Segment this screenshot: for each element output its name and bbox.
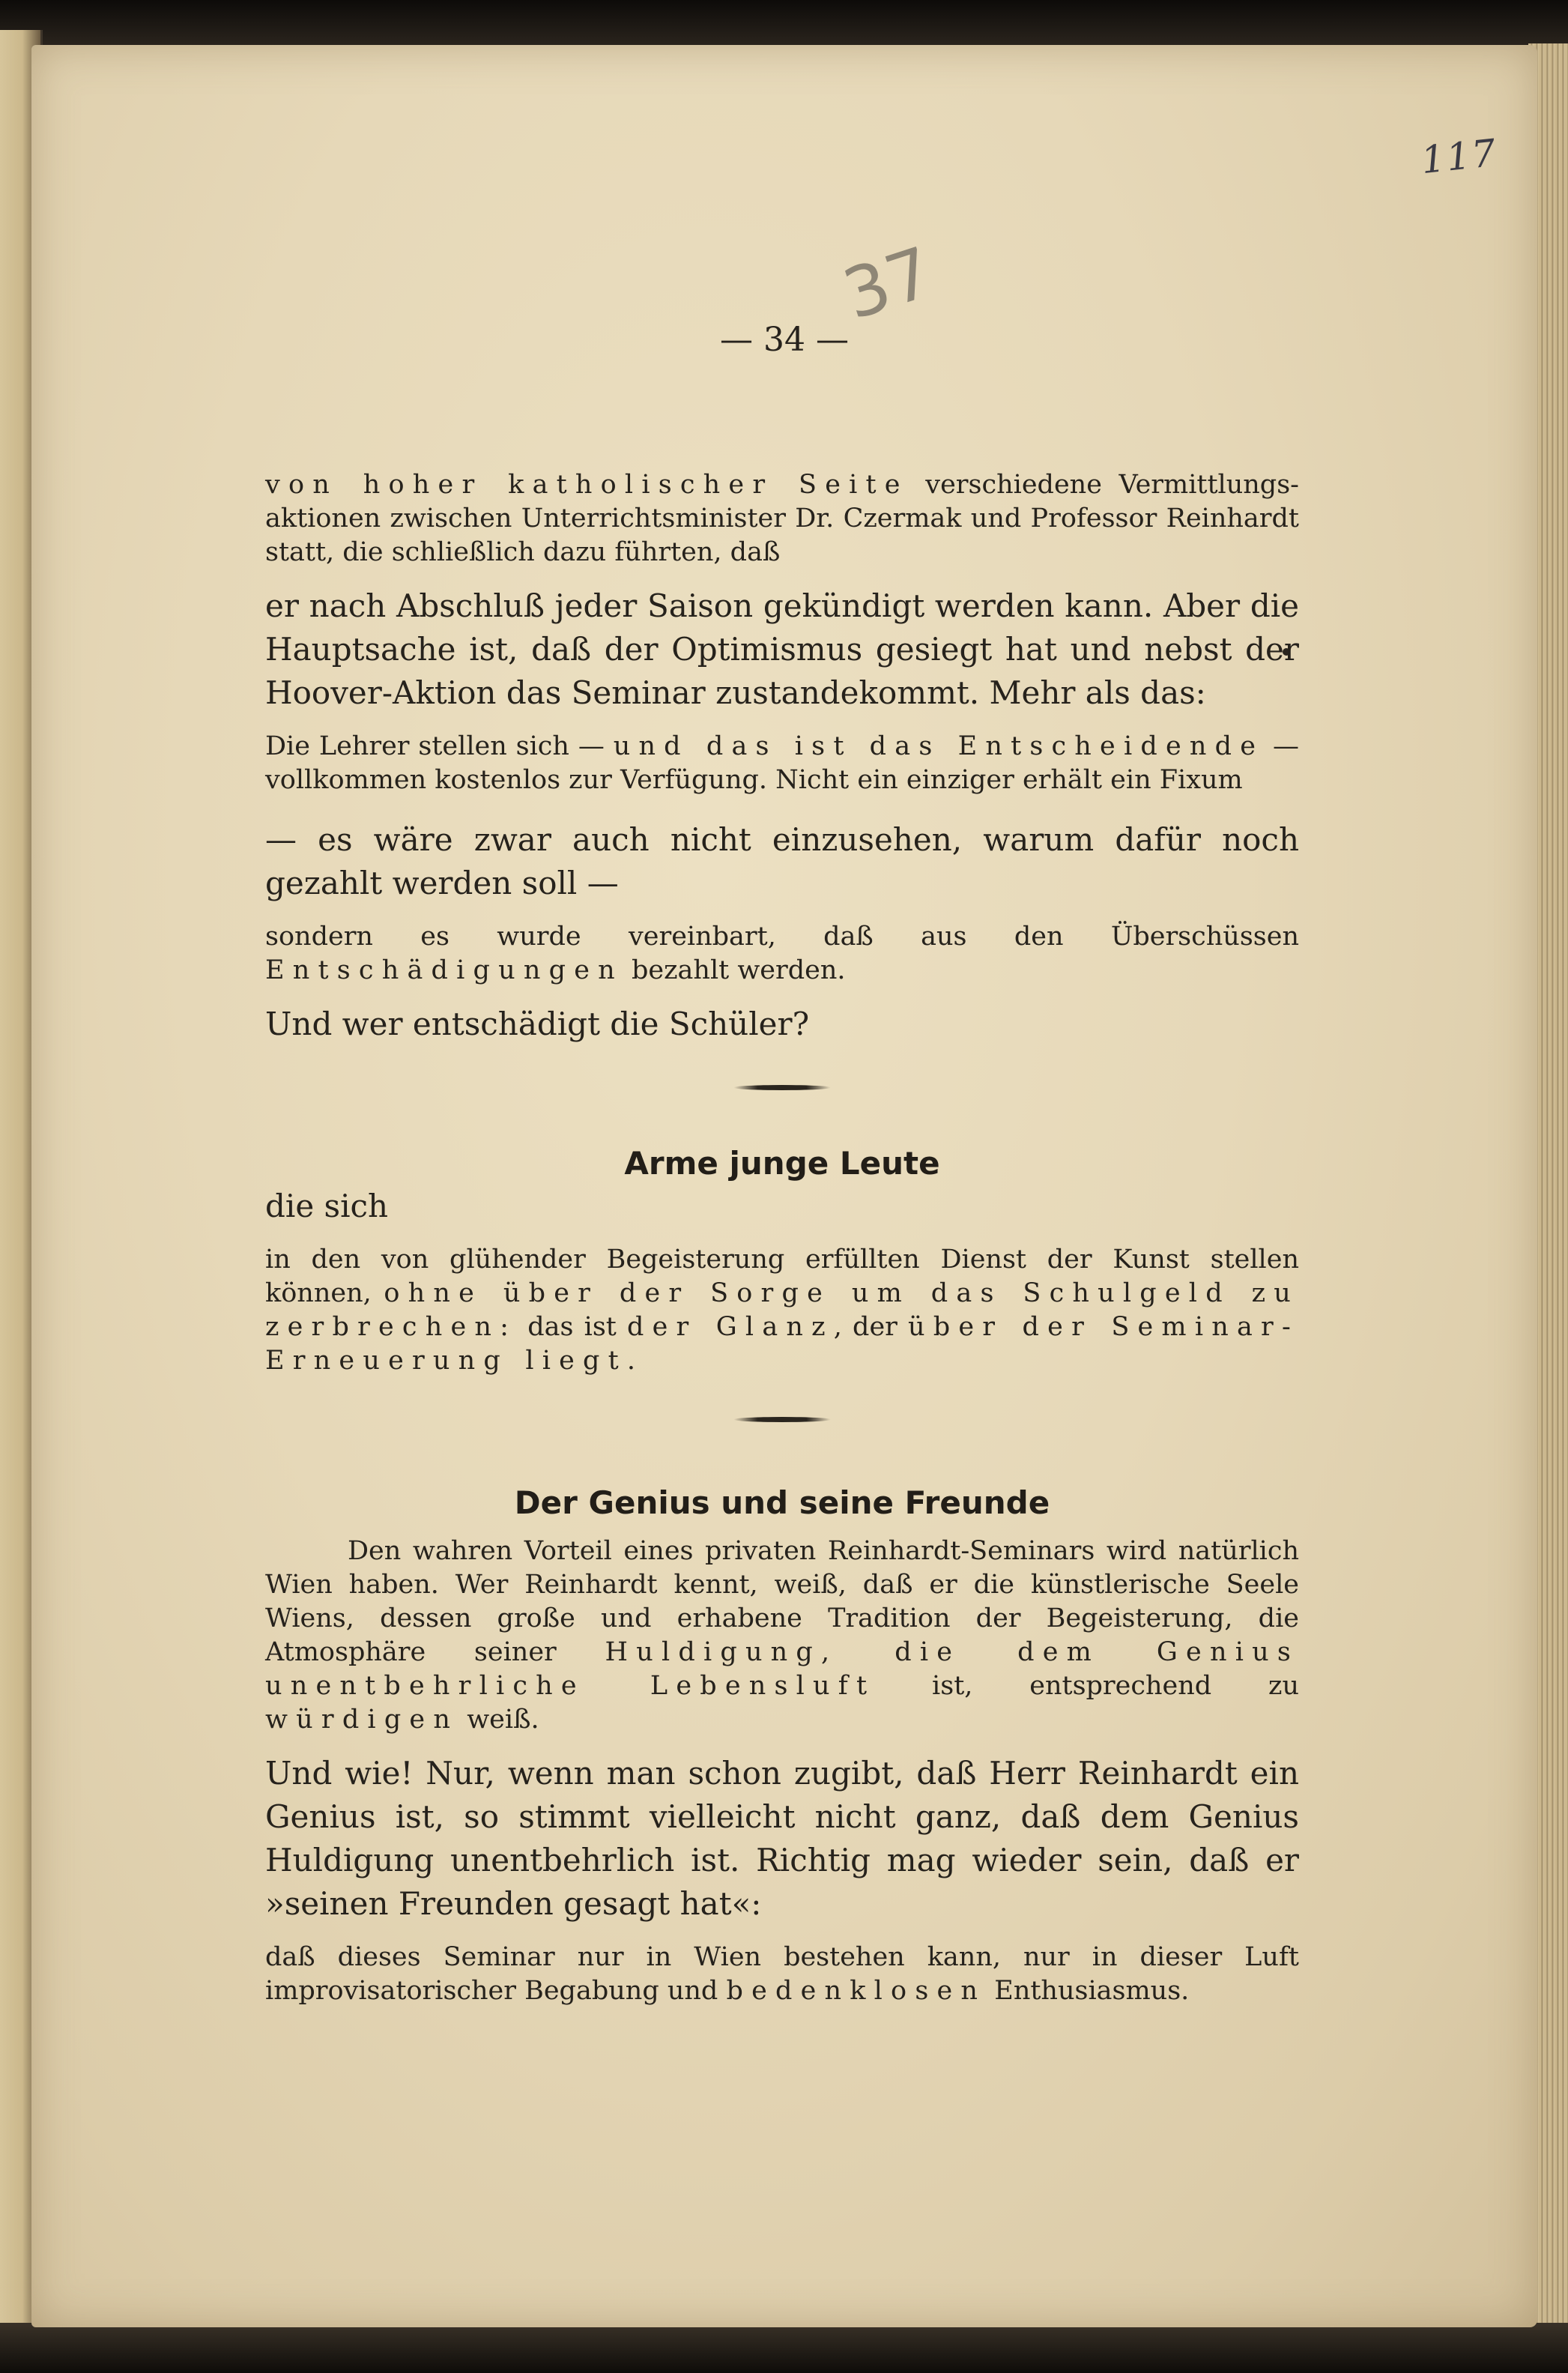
spaced-text: ohne über der Sorge um das Schulgeld zu zerbrechen: [265,1278,1299,1342]
paragraph-teachers [265,730,1299,797]
paragraph-und-wie: Und wie! Nur, wenn man schon zugibt, daß Herr Reinhardt ein Genius ist, so stimmt vielleicht nicht ganz, daß dem Genius Huldigung unentbehrlich ist. Richtig mag wieder sein, daß er »seinen Freunden gesagt hat«: [265,1755,1299,1922]
pencil-annotation: 37 [834,232,942,336]
page-number: — 34 — [720,321,849,359]
paragraph-compensation [265,920,1299,988]
book-page [31,45,1537,2327]
paragraph-vienna [265,1535,1299,1737]
paragraph-mediation [265,468,1299,569]
paragraph-optimism: er nach Abschluß jeder Saison gekündigt werden kann. Aber die Hauptsache ist, daß der Optimismus gesiegt hat und nebst der Hoover-Aktion das Seminar zustandekommt. Mehr als das: [265,587,1299,711]
spaced-text: und das ist das Entscheidende [613,731,1265,761]
spaced-text: von hoher katholischer Seite [265,470,909,500]
paragraph-text: weiß. [458,1705,539,1735]
paragraph-text: ist, entsprechend zu [875,1671,1299,1701]
paragraph-text: in den von glühender Begeisterung erfüllten Dienst der Kunst stellen können, [265,1245,1299,1308]
paragraph-text: verschiedene Vermittlungs-aktionen zwischen Unterrichtsminister Dr. Czermak und Professor Reinhardt statt, die schließlich dazu führten, daß [265,470,1299,567]
paragraph-young-people [265,1243,1299,1378]
spaced-text: würdigen [265,1705,459,1735]
section-divider [733,1417,831,1422]
paragraph-text: Die Lehrer stellen sich — [265,731,614,761]
paragraph-text: sondern es wurde vereinbart, daß aus den Überschüssen [265,922,1299,952]
page-content [265,468,1299,2008]
folio-number: 117 [1419,130,1500,183]
spaced-text: über der Seminar-Erneuerung liegt [265,1312,1299,1376]
paragraph-text: , der [833,1312,909,1342]
paragraph-text: das ist [517,1312,627,1342]
spaced-text: der Glanz [626,1312,834,1342]
paragraph-text: bezahlt werden. [623,955,846,985]
paragraph-text: . [626,1346,636,1376]
spaced-text: bedenklosen [726,1976,987,2006]
paragraph-question: Und wer entschädigt die Schüler? [265,1006,810,1042]
book-top-shadow [0,0,1568,46]
paragraph-text: Enthusiasmus. [986,1976,1190,2006]
paragraph-text: daß dieses Seminar nur in Wien bestehen kann, nur in dieser Luft improvisatorischer Begabung und [265,1942,1299,2006]
section-divider [733,1085,831,1090]
heading-genius: Der Genius und seine Freunde [514,1484,1050,1521]
spaced-text: Entschädigungen [265,955,623,985]
paragraph-text: Den wahren Vorteil eines privaten Reinhardt-Seminars wird natürlich Wien haben. Wer Reinhardt kennt, weiß, daß er die künstlerische Seele Wiens, dessen große und erhabene Tradition der Begeisterung, die Atmosphäre seiner [265,1536,1299,1667]
paragraph-die-sich: die sich [265,1188,389,1224]
paragraph-aside: — es wäre zwar auch nicht einzusehen, warum dafür noch gezahlt werden soll — [265,821,1299,901]
paragraph-seminar-wien [265,1941,1299,2008]
paragraph-text: — vollkommen kostenlos zur Verfügung. Nicht ein einziger erhält ein Fixum [265,731,1299,795]
book-bottom-shadow [0,2323,1568,2373]
heading-arme-junge-leute: Arme junge Leute [624,1145,940,1182]
spaced-text: Huldigung, die dem Genius unentbehrliche Lebensluft [265,1637,1300,1701]
